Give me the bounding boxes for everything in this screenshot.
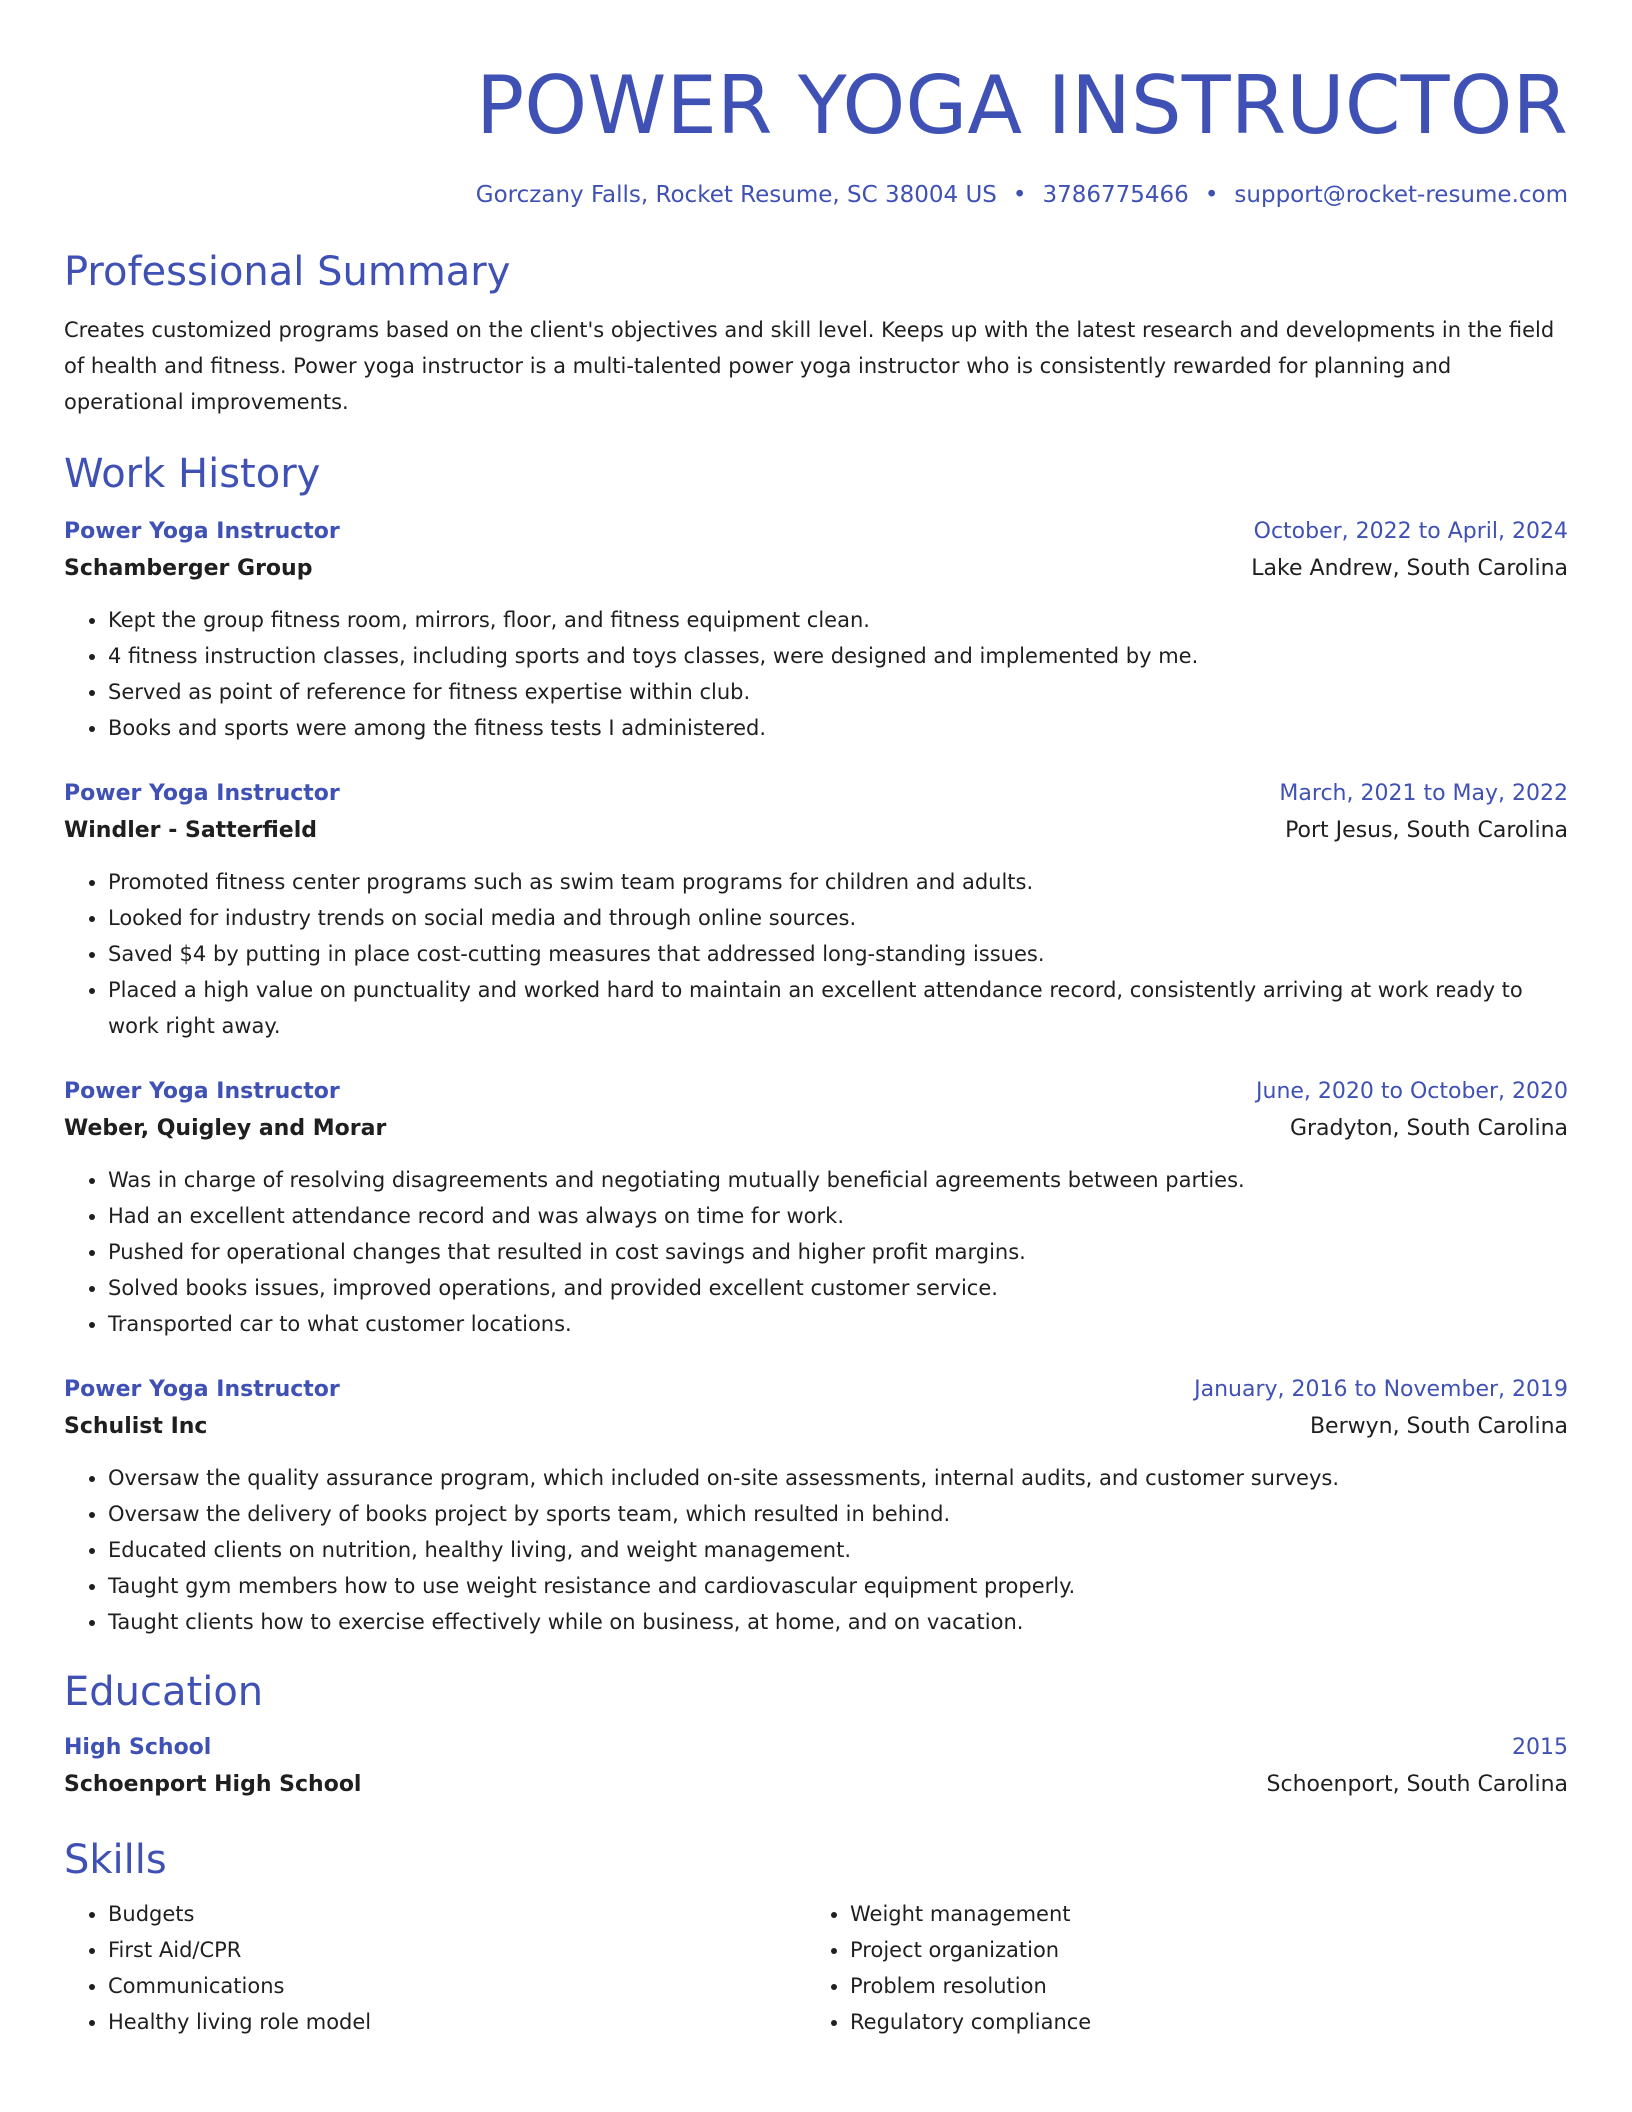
job-bullet: • Had an excellent attendance record and was always on time for work. — [108, 1198, 1568, 1234]
job-title: Power Yoga Instructor — [64, 781, 340, 806]
job-bullet: • Oversaw the delivery of books project by sports team, which resulted in behind. — [108, 1496, 1568, 1532]
skills-heading: Skills — [64, 1837, 167, 1883]
job-bullet: • Pushed for operational changes that resulted in cost savings and higher profit margins. — [108, 1234, 1568, 1270]
job-bullet: • Taught gym members how to use weight resistance and cardiovascular equipment properly. — [108, 1568, 1568, 1604]
job-bullet: • Looked for industry trends on social media and through online sources. — [108, 900, 1568, 936]
job-bullets — [64, 1460, 1568, 1640]
job-company: Schamberger Group — [64, 556, 313, 581]
contact-email: support@rocket-resume.com — [1234, 182, 1568, 208]
job-bullet: • Oversaw the quality assurance program, which included on-site assessments, internal audits, and customer surveys. — [108, 1460, 1568, 1496]
contact-separator: • — [1012, 182, 1027, 208]
contact-address: Gorczany Falls, Rocket Resume, SC 38004 US — [475, 182, 997, 208]
skill-item: • Communications — [108, 1968, 806, 2004]
skill-item: • Weight management — [850, 1896, 1548, 1932]
skill-item: • Healthy living role model — [108, 2004, 806, 2040]
job-bullet: • Books and sports were among the fitness tests I administered. — [108, 710, 1568, 746]
skills-list — [64, 1896, 1568, 2040]
job-location: Port Jesus, South Carolina — [1285, 818, 1568, 843]
job-bullet: • Taught clients how to exercise effectively while on business, at home, and on vacation. — [108, 1604, 1568, 1640]
resume-page — [64, 0, 1568, 2040]
job-title: Power Yoga Instructor — [64, 519, 340, 544]
job-location: Berwyn, South Carolina — [1309, 1414, 1568, 1439]
summary-heading: Professional Summary — [64, 249, 511, 295]
job-entry — [64, 776, 1568, 1044]
job-bullets — [64, 864, 1568, 1044]
job-title: Power Yoga Instructor — [64, 1377, 340, 1402]
education-year: 2015 — [1512, 1735, 1568, 1760]
job-bullet: • 4 fitness instruction classes, including sports and toys classes, were designed and implemented by me. — [108, 638, 1568, 674]
contact-separator: • — [1204, 182, 1219, 208]
summary-text: Creates customized programs based on the client's objectives and skill level. Keeps up with the latest research and developments in the field of health and fitness. Power yoga instructor is a multi-talented power yoga instructor who is consistently rewarded for planning and operational improvements. — [64, 318, 1555, 414]
job-bullet: • Served as point of reference for fitness expertise within club. — [108, 674, 1568, 710]
education-entry — [64, 1730, 1568, 1804]
education-location: Schoenport, South Carolina — [1266, 1772, 1568, 1797]
skills-column-right — [806, 1896, 1548, 2040]
job-company: Weber, Quigley and Morar — [64, 1116, 387, 1141]
skill-item: • Problem resolution — [850, 1968, 1548, 2004]
job-bullet: • Solved books issues, improved operations, and provided excellent customer service. — [108, 1270, 1568, 1306]
job-location: Gradyton, South Carolina — [1289, 1116, 1568, 1141]
education-school: Schoenport High School — [64, 1772, 362, 1797]
job-dates: June, 2020 to October, 2020 — [1256, 1079, 1568, 1104]
skills-column-left — [64, 1896, 806, 2040]
job-title: Power Yoga Instructor — [64, 1079, 340, 1104]
skill-item: • Project organization — [850, 1932, 1548, 1968]
education-degree: High School — [64, 1735, 212, 1760]
job-bullet: • Saved $4 by putting in place cost-cutting measures that addressed long-standing issues. — [108, 936, 1568, 972]
job-entry — [64, 1074, 1568, 1342]
job-bullet: • Was in charge of resolving disagreements and negotiating mutually beneficial agreements between parties. — [108, 1162, 1568, 1198]
skill-item: • Regulatory compliance — [850, 2004, 1548, 2040]
job-bullets — [64, 1162, 1568, 1342]
job-company: Windler - Satterfield — [64, 818, 317, 843]
job-entry — [64, 1372, 1568, 1640]
job-bullet: • Promoted fitness center programs such as swim team programs for children and adults. — [108, 864, 1568, 900]
contact-phone: 3786775466 — [1042, 182, 1189, 208]
contact-line — [64, 180, 1568, 210]
job-location: Lake Andrew, South Carolina — [1251, 556, 1568, 581]
job-bullet: • Transported car to what customer locations. — [108, 1306, 1568, 1342]
job-dates: October, 2022 to April, 2024 — [1253, 519, 1568, 544]
job-bullet: • Kept the group fitness room, mirrors, floor, and fitness equipment clean. — [108, 602, 1568, 638]
job-entry — [64, 514, 1568, 746]
job-bullet: • Placed a high value on punctuality and worked hard to maintain an excellent attendance record, consistently arriving at work ready to work right away. — [108, 972, 1568, 1044]
education-heading: Education — [64, 1669, 264, 1715]
skill-item: • Budgets — [108, 1896, 806, 1932]
work-history-heading: Work History — [64, 451, 321, 497]
job-dates: January, 2016 to November, 2019 — [1194, 1377, 1568, 1402]
job-bullets — [64, 602, 1568, 746]
skill-item: • First Aid/CPR — [108, 1932, 806, 1968]
job-bullet: • Educated clients on nutrition, healthy living, and weight management. — [108, 1532, 1568, 1568]
job-dates: March, 2021 to May, 2022 — [1279, 781, 1568, 806]
job-company: Schulist Inc — [64, 1414, 208, 1439]
resume-name: POWER YOGA INSTRUCTOR — [476, 59, 1568, 152]
